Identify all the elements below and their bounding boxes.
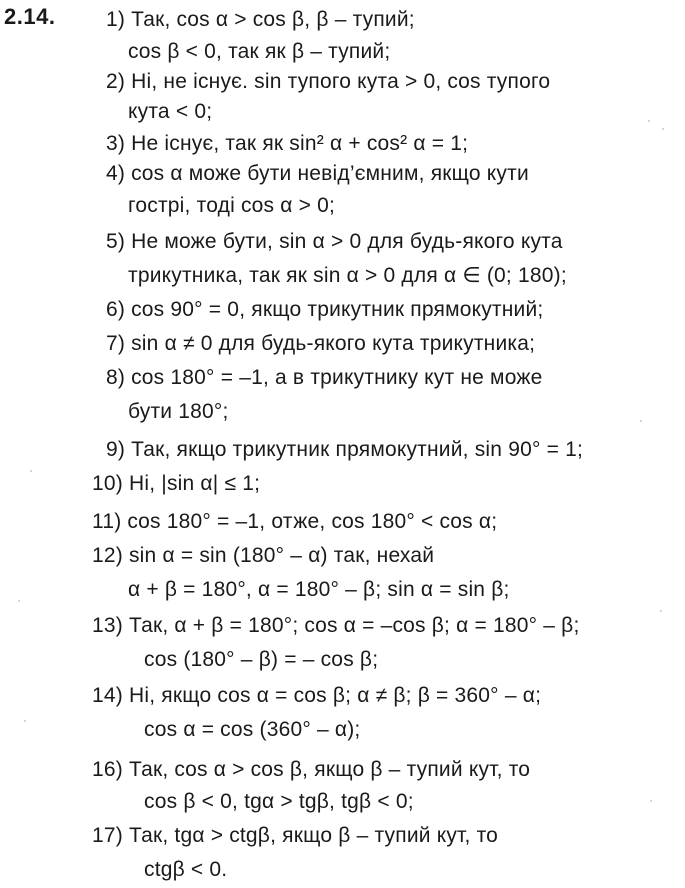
answer-2-line-1: 2) Ні, не існує. sin тупого кута > 0, cos тупого [106,70,551,93]
answer-10-line: 10) Ні, |sin α| ≤ 1; [92,472,261,495]
answer-8-line-2: бути 180°; [128,400,229,423]
answer-7-line: 7) sin α ≠ 0 для будь-якого кута трикутника; [106,332,536,355]
answer-14-line-1: 14) Ні, якщо cos α = cos β; α ≠ β; β = 360° – α; [92,684,542,707]
answer-16-line-1: 16) Так, cos α > cos β, якщо β – тупий кут, то [92,758,531,781]
answer-14-line-2: cos α = cos (360° – α); [144,718,361,741]
scan-speck [24,720,26,722]
scan-speck [30,470,32,472]
answer-13-line-1: 13) Так, α + β = 180°; cos α = –cos β; α = 180° – β; [92,614,580,637]
scan-speck [650,800,652,802]
answer-8-line-1: 8) cos 180° = –1, а в трикутнику кут не може [106,366,543,389]
answer-16-line-2: cos β < 0, tgα > tgβ, tgβ < 0; [144,790,414,813]
answer-6-line: 6) cos 90° = 0, якщо трикутник прямокутний; [106,298,544,321]
answer-3-line: 3) Не існує, так як sin² α + cos² α = 1; [106,132,469,155]
answer-17-line-1: 17) Так, tgα > ctgβ, якщо β – тупий кут, то [92,824,499,847]
answer-5-line-1: 5) Не може бути, sin α > 0 для будь-якого кута [106,230,563,253]
answer-9-line: 9) Так, якщо трикутник прямокутний, sin 90° = 1; [106,438,584,461]
answer-4-line-2: гострі, тоді cos α > 0; [128,194,336,217]
answer-1-line-2: cos β < 0, так як β – тупий; [128,40,391,63]
scan-speck [18,600,20,602]
scan-speck [660,610,662,612]
answer-5-line-2: трикутника, так як sin α > 0 для α ∈ (0; 180); [128,264,567,287]
answer-17-line-2: ctgβ < 0. [144,858,228,881]
scan-speck [648,120,650,122]
answer-11-line: 11) cos 180° = –1, отже, cos 180° < cos α; [92,510,498,533]
problem-number: 2.14. [4,4,56,29]
answer-12-line-2: α + β = 180°, α = 180° – β; sin α = sin β; [128,578,510,601]
answer-4-line-1: 4) cos α може бути невід’ємним, якщо кути [106,162,529,185]
answer-12-line-1: 12) sin α = sin (180° – α) так, нехай [92,544,435,567]
answer-2-line-2: кута < 0; [128,100,213,123]
scan-speck [640,420,642,422]
answer-1-line-1: 1) Так, cos α > cos β, β – тупий; [106,8,415,31]
scan-speck [662,128,664,130]
answer-13-line-2: cos (180° – β) = – cos β; [144,648,379,671]
